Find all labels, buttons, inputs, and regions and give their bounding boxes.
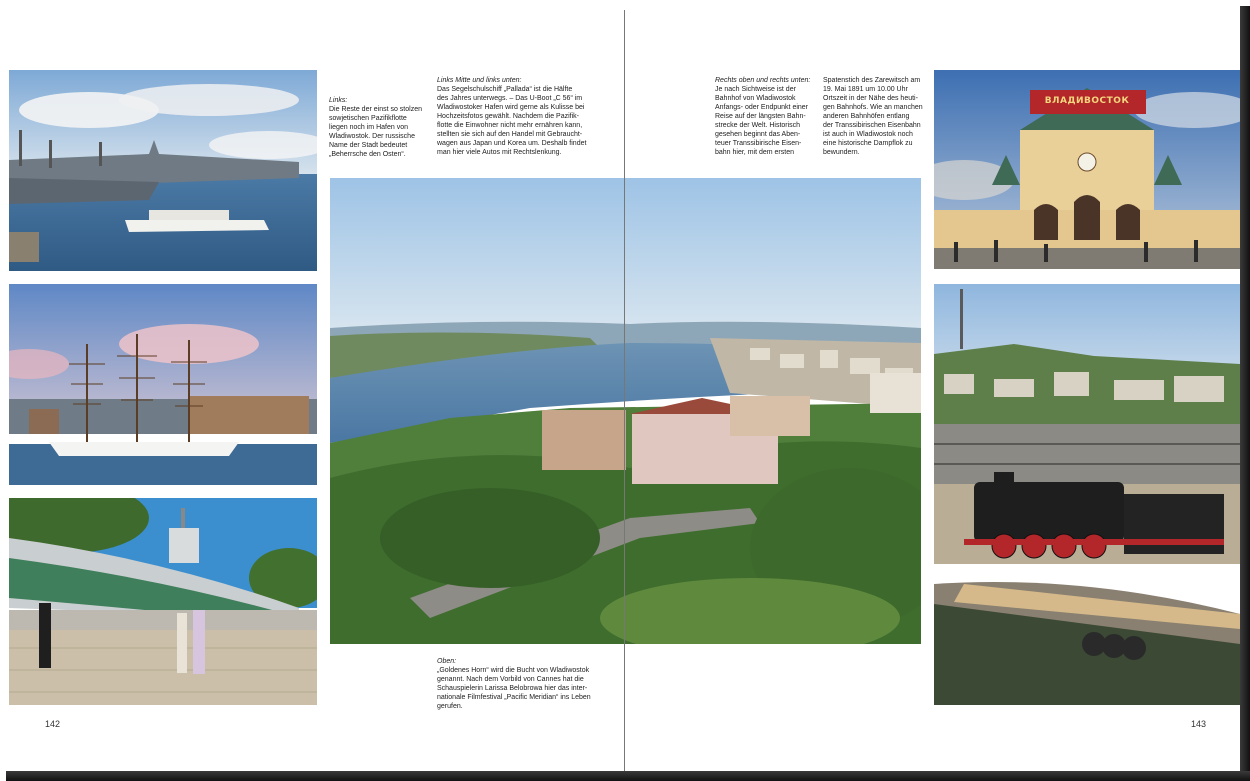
submarine-illustration [9,498,317,705]
caption-left [329,96,429,159]
photo-steam-locomotive [934,284,1240,705]
caption-right-b-body: Spatenstich des Zarewitsch am 19. Mai 1891 um 10.00 Uhr Ortszeit in der Nähe des heuti- gen Bahnhofs. Wie an manchen anderen Bahnhöfen entlang der Transsibirischen Eisenbahn ist auch in Wladiwostok noch eine historische Dampflok zu bewundern. [823,77,923,156]
caption-right-a-title: Rechts oben und rechts unten: [715,77,811,84]
station-sign: ВЛАДИВОСТОК [1044,96,1130,106]
photo-vladivostok-station [934,70,1240,269]
caption-bottom-body: „Goldenes Horn“ wird die Bucht von Wladiwostok genannt. Nach dem Vorbild von Cannes hat die Schauspielerin Larissa Belobrowa hier das inter- nationale Filmfestival „Pacific Meridian“ ins Leben gerufen. [437,667,591,710]
caption-left-body: Die Reste der einst so stolzen sowjetischen Pazifikflotte liegen noch im Hafen von Wladiwostok. Der russische Name der Stadt bedeutet „Beherrsche den Osten“. [329,106,422,158]
caption-bottom-title: Oben: [437,658,457,665]
caption-bottom [437,657,617,711]
page-edge-shadow-bottom [6,771,1250,781]
caption-middle-left-title: Links Mitte und links unten: [437,77,522,84]
photo-sailing-ship-pallada [9,284,317,485]
caption-left-title: Links: [329,97,348,104]
photo-golden-horn-panorama [330,178,921,644]
caption-middle-left-body: Das Segelschulschiff „Pallada“ ist die Hälfte des Jahres unterwegs. – Das U-Boot „C 56“ im Wladiwostoker Hafen wird gerne als Kulisse bei Hochzeitsfotos gewählt. Nachdem die Pazifik- flotte die Einwohner nicht mehr ernähren kann, stellten sie sich auf den Handel mit Gebraucht- wagen aus Japan und Korea um. Deshalb findet man hier viele Autos mit Rechtslenkung. [437,86,587,156]
caption-right-b [823,76,927,157]
photo-pacific-fleet-harbor [9,70,317,271]
caption-middle-left [437,76,597,157]
book-gutter [624,10,625,772]
locomotive-illustration [934,284,1240,705]
caption-right-a-body: Je nach Sichtweise ist der Bahnhof von Wladiwostok Anfangs- oder Endpunkt einer Reise auf der längsten Bahn- strecke der Welt. Historisch gesehen beginnt das Aben- teuer Transsibirische Eisen- bahn hier, mit dem ersten [715,86,809,156]
page-edge-shadow-right [1240,6,1250,781]
panorama-illustration [330,178,921,644]
photo-submarine-c56 [9,498,317,705]
caption-right-a [715,76,817,157]
harbor-illustration [9,70,317,271]
page-number-right: 143 [1191,719,1207,729]
sailing-ship-illustration [9,284,317,485]
page-number-left: 142 [45,719,61,729]
